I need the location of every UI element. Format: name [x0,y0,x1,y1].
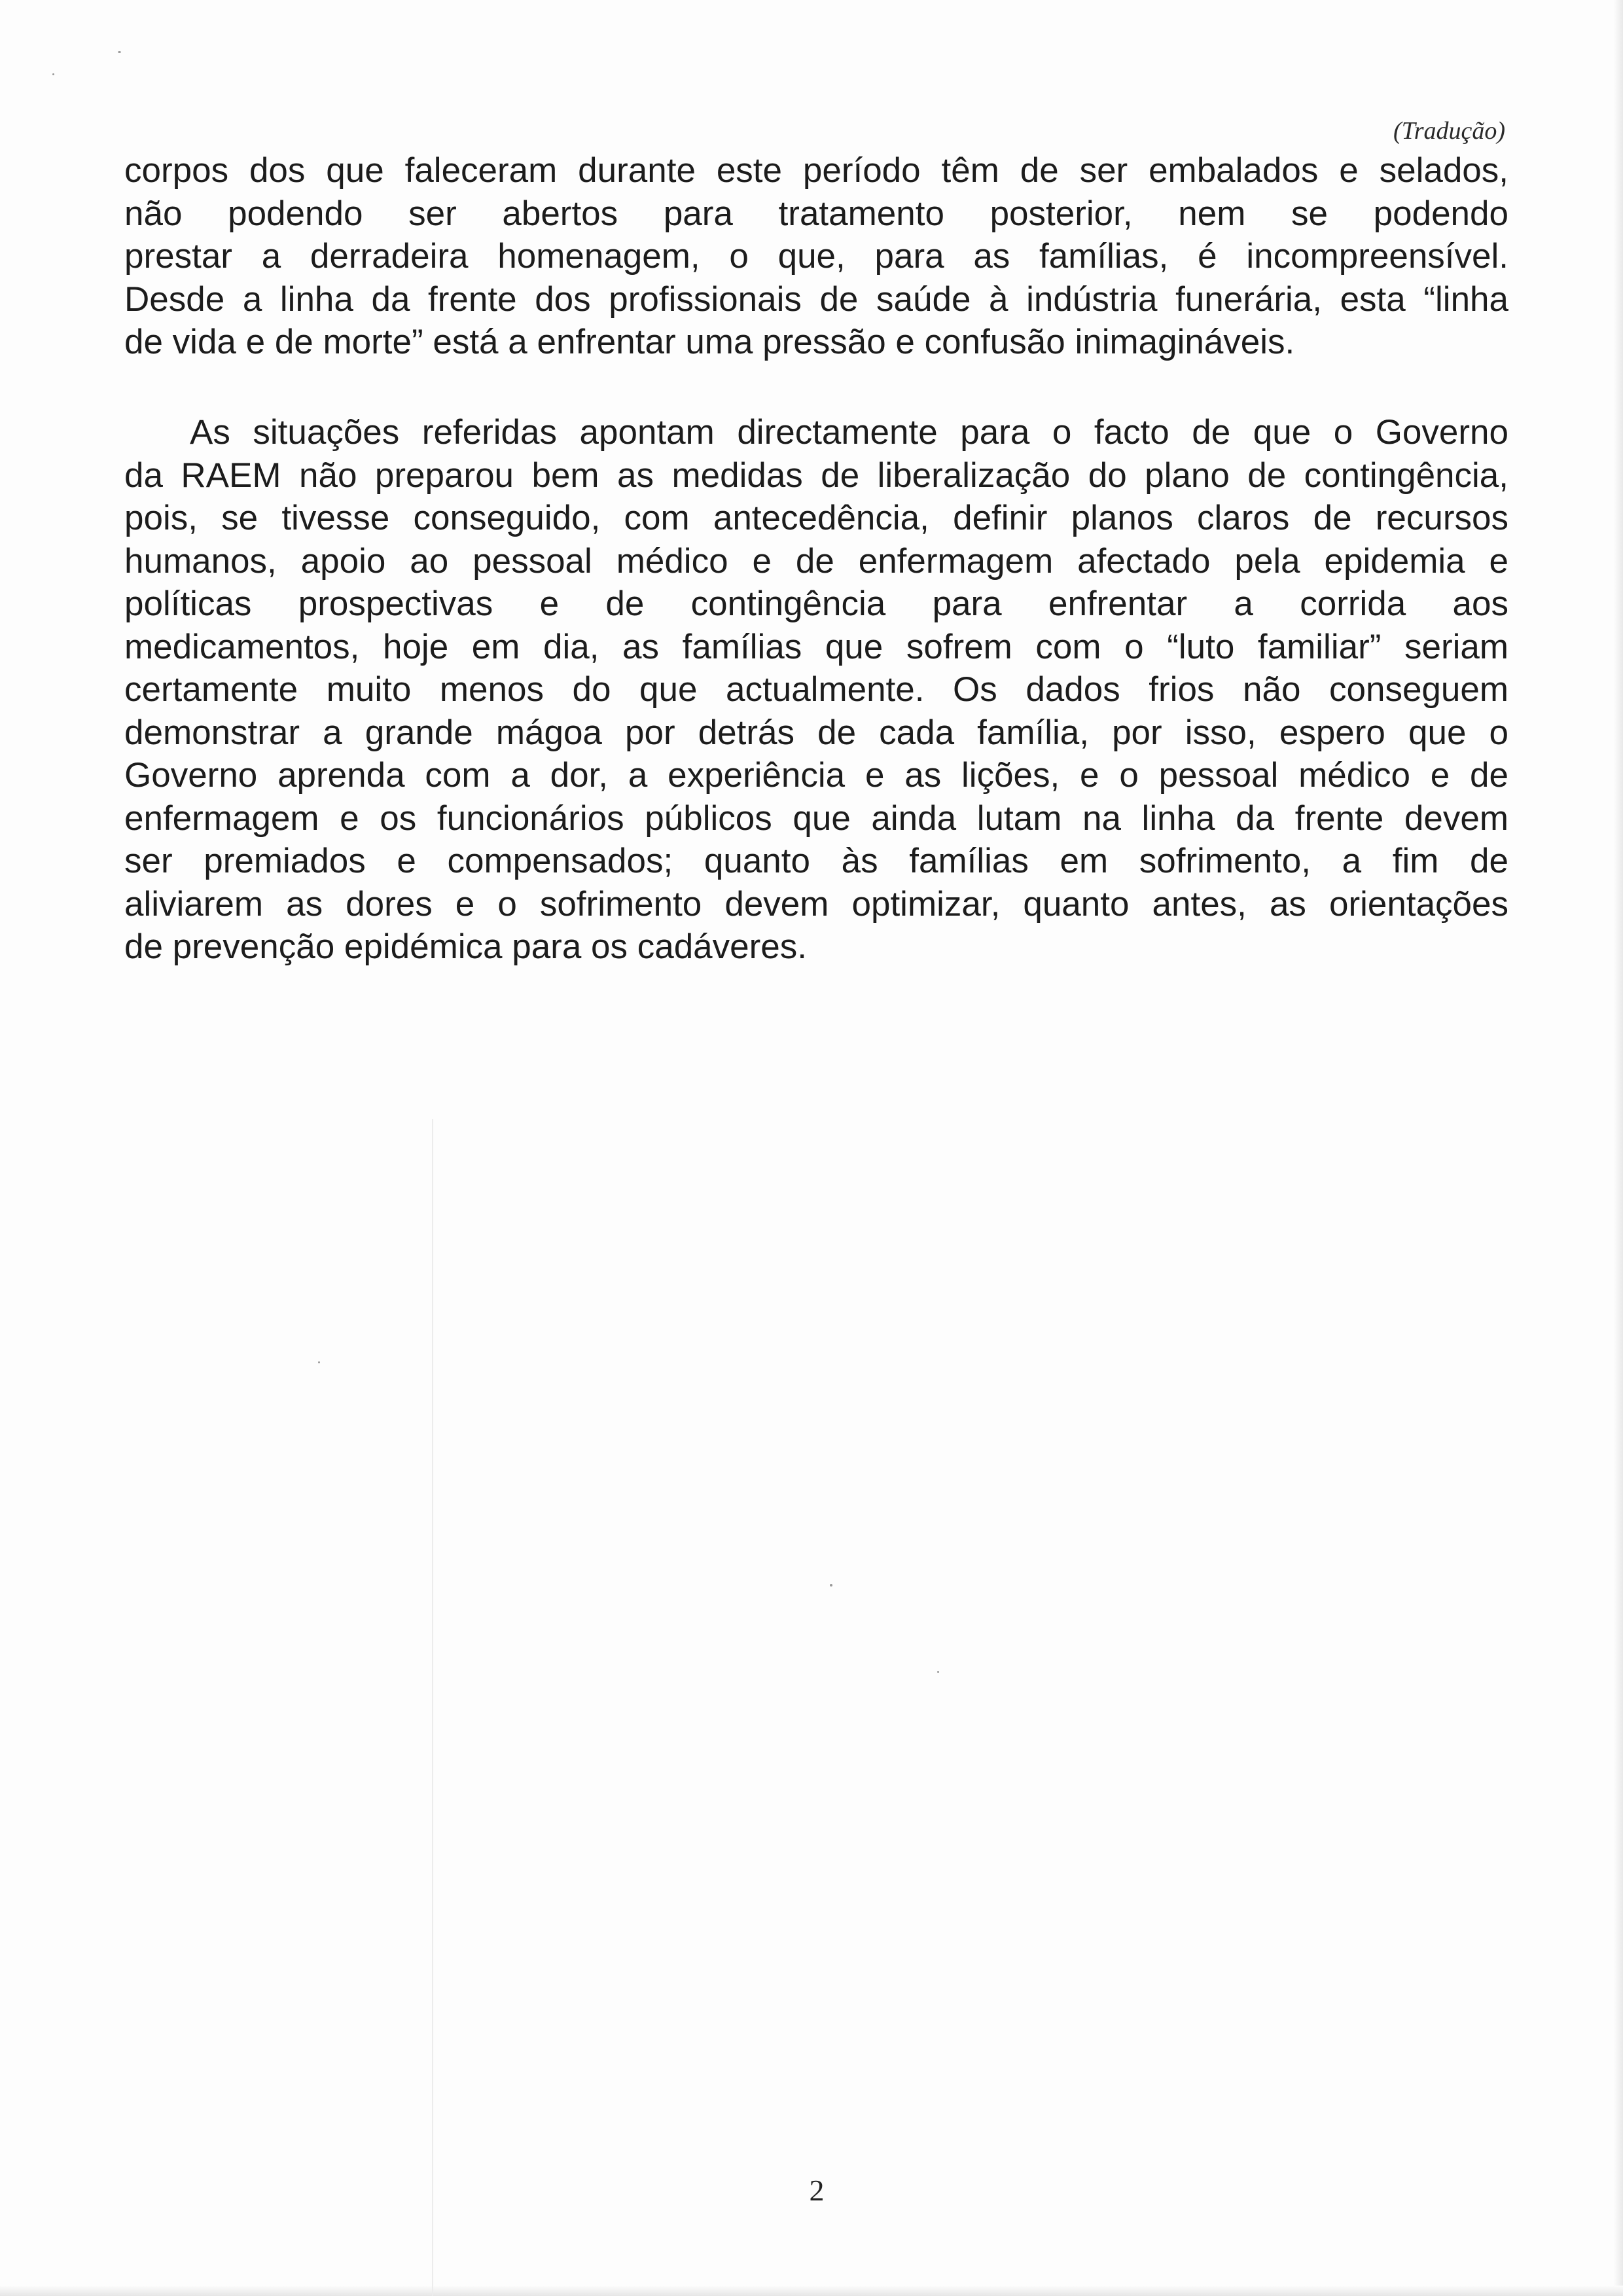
paragraph-line: prestar a derradeira homenagem, o que, para as famílias, é incompreensível. [124,237,1508,276]
paragraph-line: não podendo ser abertos para tratamento posterior, nem se podendo [124,194,1508,233]
paragraph-line: Governo aprenda com a dor, a experiência e as lições, e o pessoal médico e de [124,756,1508,795]
paragraph-line: As situações referidas apontam directamente para o facto de que o Governo [190,413,1508,452]
paragraph-line: enfermagem e os funcionários públicos que ainda lutam na linha da frente devem [124,798,1508,838]
paragraph-line: ser premiados e compensados; quanto às famílias em sofrimento, a fim de [124,842,1508,880]
paragraph-1 [124,149,1508,364]
paragraph-line: de prevenção epidémica para os cadáveres. [124,927,807,966]
paragraph-line: demonstrar a grande mágoa por detrás de cada família, por isso, espero que o [124,713,1508,752]
paragraph-line: políticas prospectivas e de contingência para enfrentar a corrida aos [124,584,1508,623]
paragraph-line: de vida e de morte” está a enfrentar uma pressão e confusão inimagináveis. [124,323,1295,361]
paragraph-line: certamente muito menos do que actualmente. Os dados frios não conseguem [124,670,1508,709]
paragraph-line: Desde a linha da frente dos profissionais de saúde à indústria funerária, esta “linha [124,279,1508,319]
scan-speck [830,1584,832,1587]
paragraph-line: aliviarem as dores e o sofrimento devem optimizar, quanto antes, as orientações [124,884,1508,924]
paragraph-line: da RAEM não preparou bem as medidas de liberalização do plano de contingência, [124,456,1508,495]
paragraph-line: humanos, apoio ao pessoal médico e de enfermagem afectado pela epidemia e [124,541,1508,581]
page-number: 2 [809,2174,825,2207]
paragraph-line: corpos dos que faleceram durante este período têm de ser embalados e selados, [124,151,1508,190]
paragraph-line: medicamentos, hoje em dia, as famílias que sofrem com o “luto familiar” seriam [124,627,1508,666]
page-edge-shadow-bottom [0,2286,1623,2296]
paragraph-line: pois, se tivesse conseguido, com antecedência, definir planos claros de recursos [124,499,1508,537]
scan-speck [937,1671,939,1673]
scan-speck [318,1361,320,1363]
page-edge-shadow-right [1614,0,1623,2296]
translation-label: (Tradução) [1393,117,1505,145]
paragraph-2 [124,411,1508,969]
scan-speck [118,51,121,53]
fold-crease [432,1119,433,2296]
scan-speck [52,73,54,75]
